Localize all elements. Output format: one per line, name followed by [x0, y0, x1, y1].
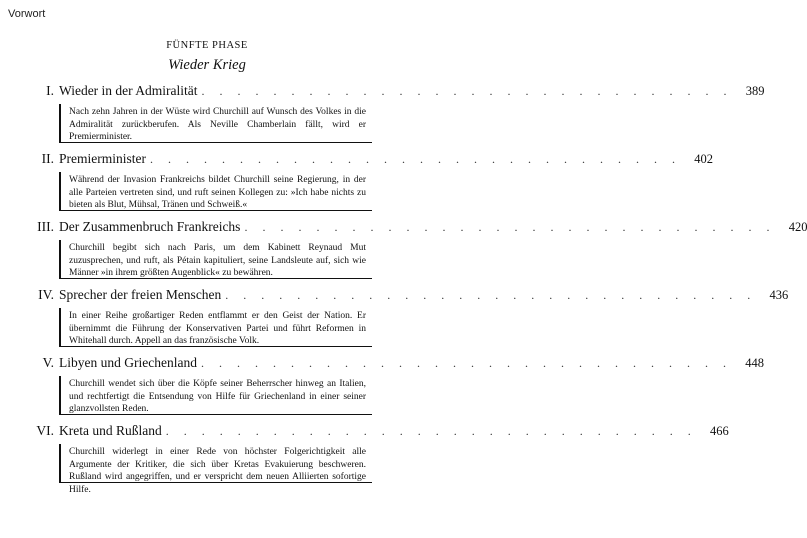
dot-leaders: . . . . . . . . . . . . . . . . . . . . . . . . . . . . . .	[165, 424, 697, 438]
toc-entry-heading	[16, 422, 729, 440]
part-subtitle: Wieder Krieg	[168, 57, 246, 73]
page-number: 402	[694, 152, 713, 166]
page-number: 436	[769, 288, 789, 302]
chapter-title: Sprecher der freien Menschen	[59, 287, 222, 302]
chapter-number: IV.	[38, 287, 54, 302]
toc-entry	[16, 218, 807, 279]
table-of-contents	[16, 82, 807, 495]
part-title: FÜNFTE PHASE	[166, 40, 248, 51]
chapter-number: III.	[37, 219, 54, 234]
toc-entry-heading	[16, 354, 764, 372]
chapter-title: Libyen und Griechenland	[59, 355, 197, 370]
toc-entry	[16, 150, 713, 211]
chapter-number: II.	[41, 151, 54, 166]
chapter-title: Premierminister	[59, 151, 146, 166]
chapter-title: Der Zusammenbruch Frankreichs	[59, 219, 241, 234]
toc-entry	[16, 286, 789, 347]
page-number: 448	[745, 356, 764, 370]
chapter-summary: Churchill widerlegt in einer Rede von höchster Folgerichtigkeit alle Argumente der Kritiker, die sich über Kretas Evakuierung beschweren. Rußland wird angegriffen, und er verspricht dem neuen Alliierten sofortige Hilfe.	[59, 444, 372, 483]
page-number: 389	[745, 84, 765, 98]
page-number: 466	[709, 424, 729, 438]
toc-entry-heading	[16, 150, 713, 168]
toc-entry-heading	[16, 286, 789, 304]
chapter-summary: Während der Invasion Frankreichs bildet Churchill seine Regierung, in der alle Parteien vertreten sind, und ruft seinen Kollegen zu: »Ich habe nichts zu bieten als Blut, Mühsal, Tränen und Schweiß.«	[59, 172, 372, 211]
dot-leaders: . . . . . . . . . . . . . . . . . . . . . . . . . . . . . .	[244, 220, 776, 234]
section-label: Vorwort	[8, 8, 46, 20]
dot-leaders: . . . . . . . . . . . . . . . . . . . . . . . . . . . . . .	[201, 84, 733, 98]
toc-entry-heading	[16, 82, 765, 100]
toc-entry	[16, 422, 729, 495]
chapter-summary: Churchill begibt sich nach Paris, um dem Kabinett Reynaud Mut zuzusprechen, und ruft, als Pétain kapituliert, seine Landsleute auf, sich wie Männer »in ihrem größten Augenblick« zu bewähren.	[59, 240, 372, 279]
chapter-number: V.	[42, 355, 54, 370]
toc-entry	[16, 82, 765, 143]
chapter-summary: Nach zehn Jahren in der Wüste wird Churchill auf Wunsch des Volkes in die Admiralität zurückberufen. Als Neville Chamberlain fällt, wird er Premierminister.	[59, 104, 372, 143]
chapter-number: VI.	[36, 423, 54, 438]
dot-leaders: . . . . . . . . . . . . . . . . . . . . . . . . . . . . . .	[200, 356, 732, 370]
chapter-number: I.	[46, 83, 54, 98]
dot-leaders: . . . . . . . . . . . . . . . . . . . . . . . . . . . . . .	[225, 288, 757, 302]
toc-entry	[16, 354, 764, 415]
page-number: 420	[788, 220, 807, 234]
chapter-summary: Churchill wendet sich über die Köpfe seiner Beherrscher hinweg an Italien, und rechtfertigt die Entsendung von Hilfe für Griechenland in einer seiner glanzvollsten Reden.	[59, 376, 372, 415]
toc-entry-heading	[16, 218, 807, 236]
chapter-title: Kreta und Rußland	[59, 423, 162, 438]
chapter-summary: In einer Reihe großartiger Reden entflammt er den Geist der Nation. Er übernimmt die Führung der Konservativen Partei und führt Reformen in Whitehall durch. Appell an das französische Volk.	[59, 308, 372, 347]
dot-leaders: . . . . . . . . . . . . . . . . . . . . . . . . . . . . . .	[149, 152, 681, 166]
chapter-title: Wieder in der Admiralität	[59, 83, 198, 98]
